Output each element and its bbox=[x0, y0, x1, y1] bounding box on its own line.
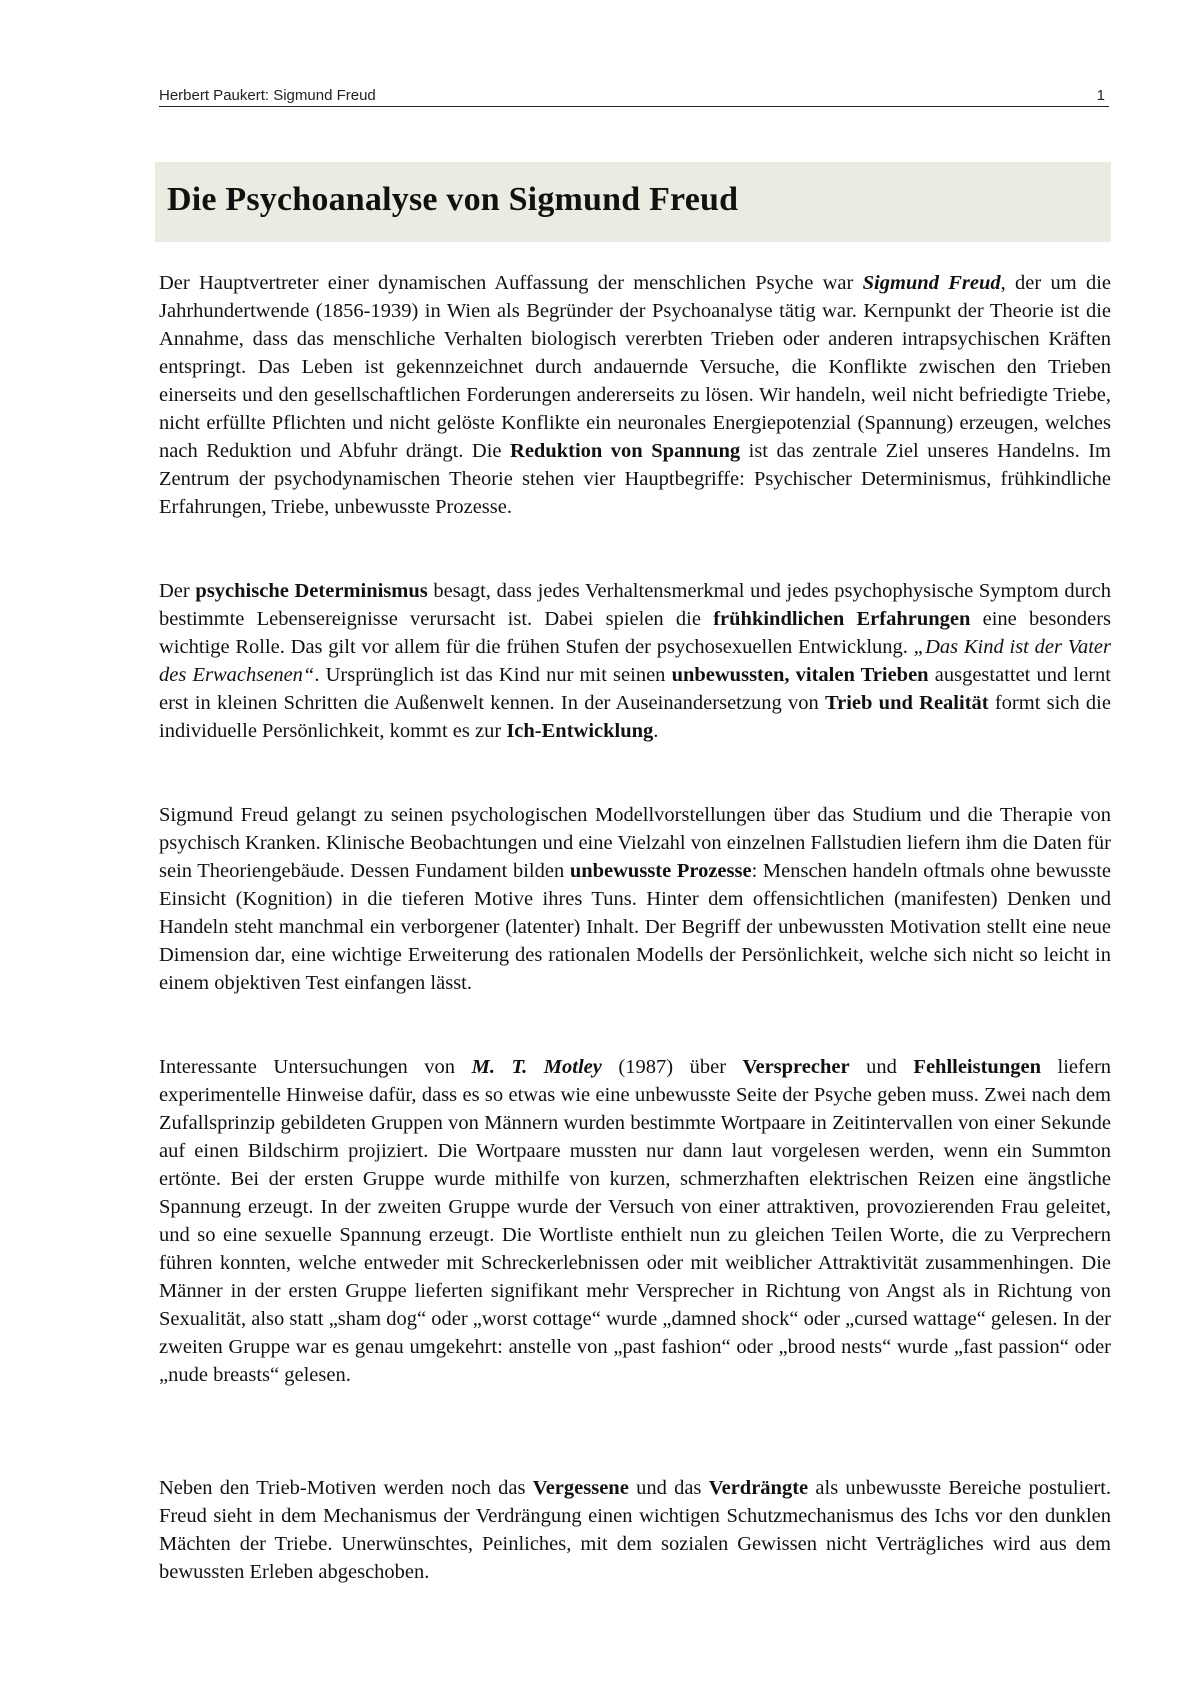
quote: „Das Kind ist der Vater des Erwachsenen“ bbox=[159, 636, 1111, 686]
title-box bbox=[155, 162, 1111, 242]
text-span: als unbewusste Bereiche postuliert. Freud sieht in dem Mechanismus der Verdrängung einen wichtigen Schutzmechanismus des Ichs vor den dunklen Mächten der Triebe. Unerwünschtes, Peinliches, mit dem sozialen Gewissen nicht Verträgliches wird aus dem bewussten Erleben abgeschoben. bbox=[159, 1477, 1112, 1583]
text-span: eine besonders wichtige Rolle. Das gilt vor allem für die frühen Stufen der psychosexuellen Entwicklung. bbox=[159, 608, 1112, 658]
header-author: Herbert Paukert: Sigmund Freud bbox=[159, 87, 376, 104]
emphasis-term: Fehlleistungen bbox=[913, 1056, 1041, 1078]
paragraph-5 bbox=[159, 1474, 1111, 1586]
text-span: Sigmund Freud gelangt zu seinen psychologischen Modellvorstellungen über das Studium und die Therapie von psychisch Kranken. Klinische Beobachtungen und eine Vielzahl von einzelnen Fallstudien liefern ihm die Daten für sein Theoriengebäude. Dessen Fundament bilden bbox=[159, 804, 1111, 882]
emphasis-term: Ich-Entwicklung bbox=[506, 720, 654, 742]
paragraph-1 bbox=[159, 269, 1111, 521]
text-span: Interessante Untersuchungen von bbox=[159, 1056, 472, 1078]
text-span: und bbox=[849, 1056, 914, 1078]
emphasis-term: unbewussten, vitalen Trieben bbox=[671, 664, 929, 686]
text-span: ist das zentrale Ziel unseres Handelns. Im Zentrum der psychodynamischen Theorie stehen vier Hauptbegriffe: Psychischer Determinismus, frühkindliche Erfahrungen, Triebe, unbewusste Prozesse. bbox=[159, 440, 1111, 518]
emphasis-name: M. T. Motley bbox=[471, 1056, 602, 1078]
page-number: 1 bbox=[1096, 87, 1105, 104]
paragraph-3 bbox=[159, 801, 1111, 997]
emphasis-term: Versprecher bbox=[742, 1056, 850, 1078]
text-span: : Menschen handeln oftmals ohne bewusste Einsicht (Kognition) in die tieferen Motive ihres Tuns. Hinter dem offensichtlichen (manifesten) Denken und Handeln steht manchmal ein verborgener (latenter) Inhalt. Der Begriff der unbewussten Motivation stellt eine neue Dimension dar, eine wichtige Erweiterung des rationalen Modells der Persönlichkeit, welche sich nicht so leicht in einem objektiven Test einfangen lässt. bbox=[159, 860, 1111, 994]
emphasis-name: Sigmund Freud bbox=[862, 272, 1001, 294]
page-header bbox=[159, 86, 1109, 107]
text-span: ausgestattet und lernt erst in kleinen Schritten die Außenwelt kennen. In der Auseinandersetzung von bbox=[159, 664, 1111, 714]
text-span: formt sich die individuelle Persönlichkeit, kommt es zur bbox=[159, 692, 1111, 742]
text-span: . bbox=[653, 720, 659, 742]
paragraph-2 bbox=[159, 577, 1111, 745]
text-span: Der bbox=[159, 580, 196, 602]
emphasis-term: Trieb und Realität bbox=[824, 692, 989, 714]
text-span: besagt, dass jedes Verhaltensmerkmal und jedes psychophysische Symptom durch bestimmte Lebensereignisse verursacht ist. Dabei spielen die bbox=[159, 580, 1111, 630]
text-span: Neben den Trieb-Motiven werden noch das bbox=[159, 1477, 533, 1499]
text-span: , der um die Jahrhundertwende (1856-1939) in Wien als Begründer der Psychoanalyse tätig war. Kernpunkt der Theorie ist die Annahme, dass das menschliche Verhalten biologisch vererbten Trieben oder anderen intrapsychischen Kräften entspringt. Das Leben ist gekennzeichnet durch andauernde Versuche, die Konflikte zwischen den Trieben einerseits und den gesellschaftlichen Forderungen andererseits zu lösen. Wir handeln, weil nicht befriedigte Triebe, nicht erfüllte Pflichten und nicht gelöste Konflikte ein neuronales Energiepotenzial (Spannung) erzeugen, welches nach Reduktion und Abfuhr drängt. Die bbox=[159, 272, 1111, 462]
page-title: Die Psychoanalyse von Sigmund Freud bbox=[167, 181, 739, 218]
emphasis-term: frühkindlichen Erfahrungen bbox=[713, 608, 971, 630]
text-span: und das bbox=[628, 1477, 709, 1499]
text-span: liefern experimentelle Hinweise dafür, dass es so etwas wie eine unbewusste Seite der Psyche geben muss. Zwei nach dem Zufallsprinzip gebildeten Gruppen von Männern wurden bestimmte Wortpaare in Zeitintervallen von einer Sekunde auf einen Bildschirm projiziert. Die Wortpaare mussten nur dann laut vorgelesen werden, wenn ein Summton ertönte. Bei der ersten Gruppe wurde mithilfe von kurzen, schmerzhaften elektrischen Reizen eine ängstliche Spannung erzeugt. In der zweiten Gruppe wurde der Versuch von einer attraktiven, provozierenden Frau geleitet, und so eine sexuelle Spannung erzeugt. Die Wortliste enthielt nun zu gleichen Teilen Worte, die zu Verprechern führen konnten, welche entweder mit Schreckerlebnissen oder mit weiblicher Attraktivität zusammenhingen. Die Männer in der ersten Gruppe lieferten signifikant mehr Versprecher in Richtung von Angst als in Richtung von Sexualität, also statt „sham dog“ oder „worst cottage“ wurde „damned shock“ oder „cursed wattage“ gelesen. In der zweiten Gruppe war es genau umgekehrt: anstelle von „past fashion“ oder „brood nests“ wurde „fast passion“ oder „nude breasts“ gelesen. bbox=[159, 1056, 1112, 1386]
emphasis-term: unbewusste Prozesse bbox=[569, 860, 752, 882]
text-span: . Ursprünglich ist das Kind nur mit seinen bbox=[314, 664, 672, 686]
text-span: Der Hauptvertreter einer dynamischen Auffassung der menschlichen Psyche war bbox=[159, 272, 863, 294]
emphasis-term: psychische Determinismus bbox=[195, 580, 428, 602]
emphasis-term: Verdrängte bbox=[708, 1477, 809, 1499]
emphasis-term: Vergessene bbox=[532, 1477, 629, 1499]
paragraph-4 bbox=[159, 1053, 1111, 1389]
text-span: (1987) über bbox=[601, 1056, 743, 1078]
emphasis-term: Reduktion von Spannung bbox=[510, 440, 741, 462]
